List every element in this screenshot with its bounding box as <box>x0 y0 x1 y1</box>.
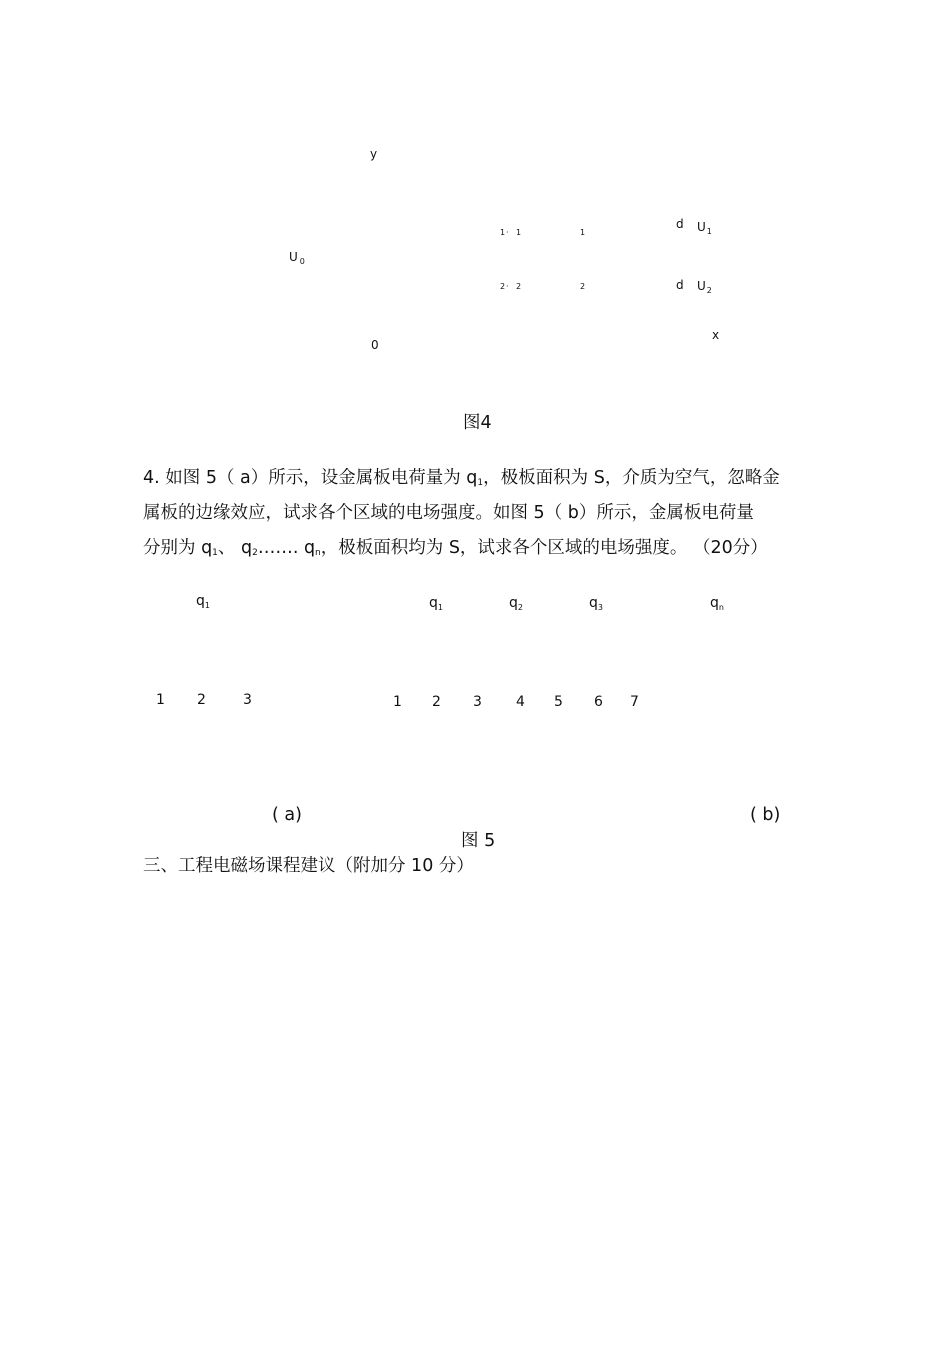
fig5-label-b: ( b) <box>750 805 781 825</box>
fig5b-region-5: 5 <box>554 694 563 710</box>
u2-subscript: 2 <box>706 286 712 295</box>
fig5b-q1-sub: 1 <box>437 603 443 612</box>
u2-letter: U <box>697 279 706 293</box>
fig5b-region-1: 1 <box>393 694 402 710</box>
fig5b-charge-q1 <box>429 596 443 610</box>
u0-subscript: 0 <box>299 257 305 266</box>
plate2-index-c: 2 <box>580 282 586 291</box>
fig5b-charge-q3 <box>589 596 603 610</box>
fig5b-q2-sub: 2 <box>517 603 523 612</box>
section-3-title: 三、工程电磁场课程建议（附加分 10 分） <box>143 856 474 876</box>
q4-line3-subn: n <box>315 548 321 558</box>
plate1-index-b: 1 <box>516 228 522 237</box>
fig5b-q1: q <box>429 595 438 611</box>
figure-5-caption: 图 5 <box>461 831 496 851</box>
fig5b-qn: q <box>710 595 719 611</box>
q4-line3-d: ，极板面积均为 S，试求各个区域的电场强度。 （20分） <box>320 538 768 558</box>
fig5b-q3: q <box>589 595 598 611</box>
fig5a-region-2: 2 <box>197 692 206 708</box>
figure-4-caption: 图4 <box>463 413 492 433</box>
q4-line1-text: 4. 如图 5（ a）所示，设金属板电荷量为 q <box>143 468 478 488</box>
u0-label <box>289 250 305 266</box>
question-4-line-3 <box>143 540 803 558</box>
fig5a-region-3: 3 <box>243 692 252 708</box>
question-4-line-2: 属板的边缘效应，试求各个区域的电场强度。如图 5（ b）所示，金属板电荷量 <box>143 503 754 523</box>
x-axis-label: x <box>712 328 720 342</box>
fig5b-region-6: 6 <box>594 694 603 710</box>
fig5b-qn-sub: n <box>718 603 724 612</box>
fig5b-region-4: 4 <box>516 694 525 710</box>
u1-label <box>697 220 712 236</box>
question-4-line-1 <box>143 470 803 488</box>
plate2-dot: · <box>506 282 509 291</box>
fig5a-q: q <box>196 593 205 609</box>
plate2-index-a: 2 <box>500 282 506 291</box>
u0-letter: U <box>289 250 298 264</box>
d2-label: d <box>676 278 684 292</box>
q4-line1-sub: 1 <box>477 478 484 488</box>
q4-line3-a: 分别为 q <box>143 538 213 558</box>
fig5a-region-1: 1 <box>156 692 165 708</box>
plate1-dot: · <box>506 228 509 237</box>
q4-line3-sub1: 1 <box>212 548 218 558</box>
y-axis-label: y <box>370 147 378 161</box>
d1-label: d <box>676 217 684 231</box>
u1-subscript: 1 <box>706 227 712 236</box>
fig5b-region-7: 7 <box>630 694 639 710</box>
plate2-index-b: 2 <box>516 282 522 291</box>
fig5b-charge-qn <box>710 596 724 610</box>
fig5a-q-sub: 1 <box>204 601 210 610</box>
fig5a-charge-q1 <box>196 594 210 608</box>
fig5b-charge-q2 <box>509 596 523 610</box>
fig5b-q3-sub: 3 <box>597 603 603 612</box>
fig5b-q2: q <box>509 595 518 611</box>
q4-line1-rest: ，极板面积为 S，介质为空气，忽略金 <box>483 468 780 488</box>
q4-line3-c: ……. q <box>257 538 316 558</box>
origin-label: 0 <box>371 338 379 352</box>
q4-line3-b: 、 q <box>217 538 253 558</box>
u2-label <box>697 279 712 295</box>
plate1-index-a: 1 <box>500 228 506 237</box>
fig5b-region-3: 3 <box>473 694 482 710</box>
q4-line3-sub2: 2 <box>252 548 258 558</box>
plate1-index-c: 1 <box>580 228 586 237</box>
fig5-label-a: ( a) <box>272 805 302 825</box>
fig5b-region-2: 2 <box>432 694 441 710</box>
u1-letter: U <box>697 220 706 234</box>
